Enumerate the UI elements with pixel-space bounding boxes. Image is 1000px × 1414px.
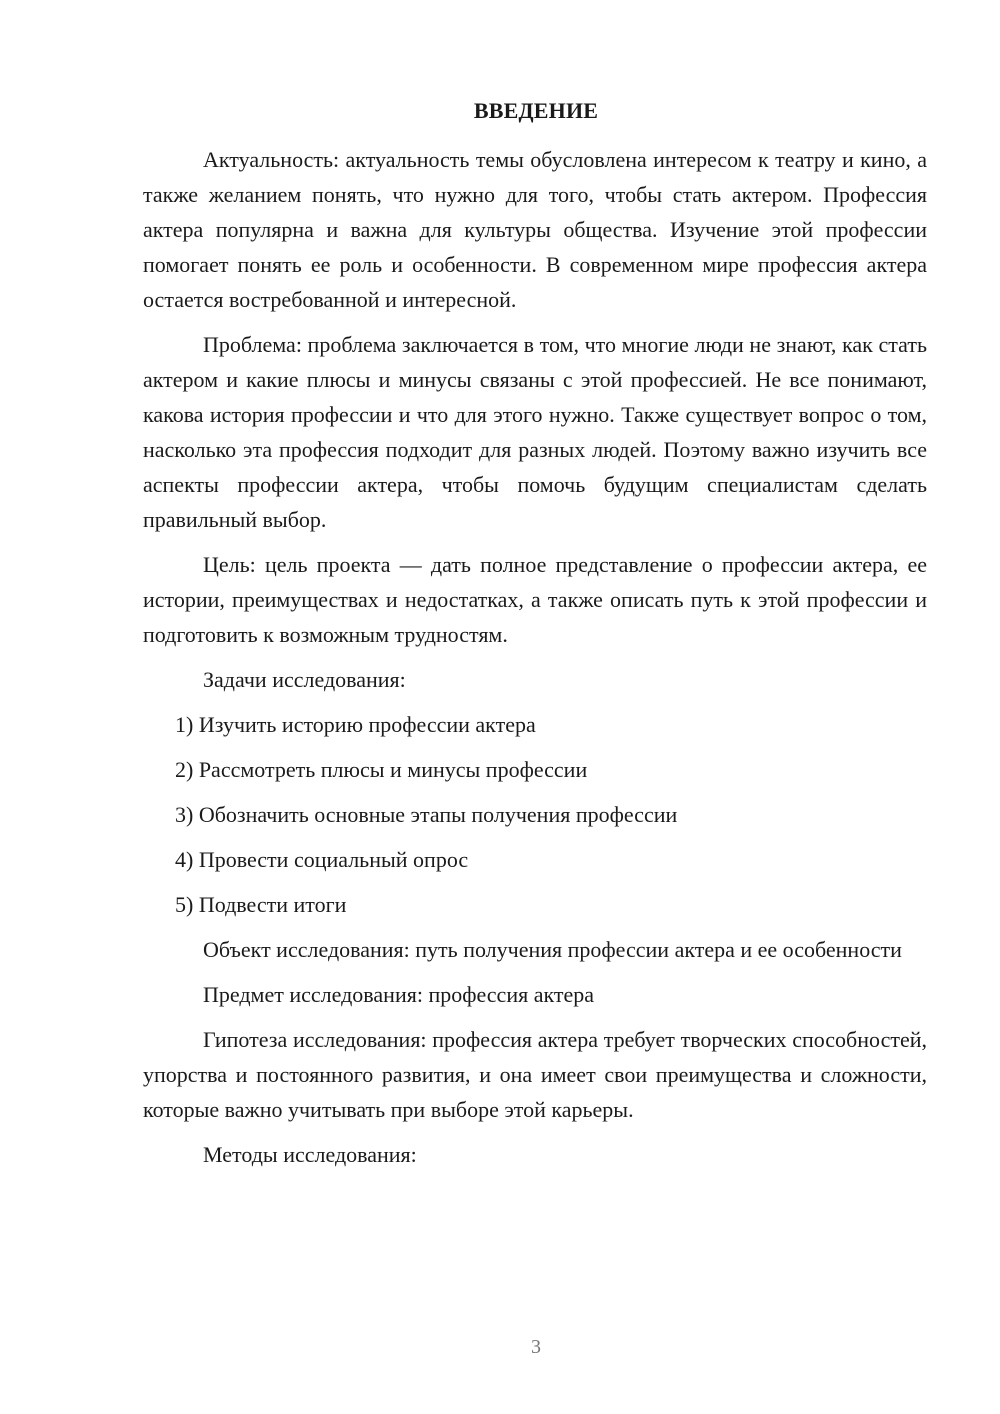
task-item: 5) Подвести итоги xyxy=(175,892,347,917)
methods-label: Методы исследования: xyxy=(203,1142,417,1167)
task-item: 4) Провести социальный опрос xyxy=(175,847,469,872)
object-paragraph: Объект исследования: путь получения профессии актера и ее особенности xyxy=(203,937,902,962)
section-heading: ВВЕДЕНИЕ xyxy=(473,98,599,123)
tasks-list xyxy=(143,707,927,922)
problem-paragraph: Проблема: проблема заключается в том, что многие люди не знают, как стать актером и какие плюсы и минусы связаны с этой профессией. Не все понимают, какова история профессии и что для этого нужно. Также существует вопрос о том, насколько эта профессия подходит для разных людей. Поэтому важно изучить все аспекты профессии актера, чтобы помочь будущим специалистам сделать правильный выбор. xyxy=(143,332,927,532)
page-body xyxy=(143,142,927,1182)
task-item: 3) Обозначить основные этапы получения профессии xyxy=(175,802,678,827)
task-item: 1) Изучить историю профессии актера xyxy=(175,712,536,737)
hypothesis-paragraph: Гипотеза исследования: профессия актера требует творческих способностей, упорства и постоянного развития, и она имеет свои преимущества и сложности, которые важно учитывать при выборе этой карьеры. xyxy=(143,1027,927,1122)
page-number: 3 xyxy=(531,1336,541,1358)
subject-paragraph: Предмет исследования: профессия актера xyxy=(203,982,595,1007)
relevance-paragraph: Актуальность: актуальность темы обусловлена интересом к театру и кино, а также желанием понять, что нужно для того, чтобы стать актером. Профессия актера популярна и важна для культуры общества. Изучение этой профессии помогает понять ее роль и особенности. В современном мире профессия актера остается востребованной и интересной. xyxy=(143,147,927,312)
goal-paragraph: Цель: цель проекта — дать полное представление о профессии актера, ее истории, преимуществах и недостатках, а также описать путь к этой профессии и подготовить к возможным трудностям. xyxy=(143,552,927,647)
task-item: 2) Рассмотреть плюсы и минусы профессии xyxy=(175,757,588,782)
tasks-label: Задачи исследования: xyxy=(203,667,406,692)
